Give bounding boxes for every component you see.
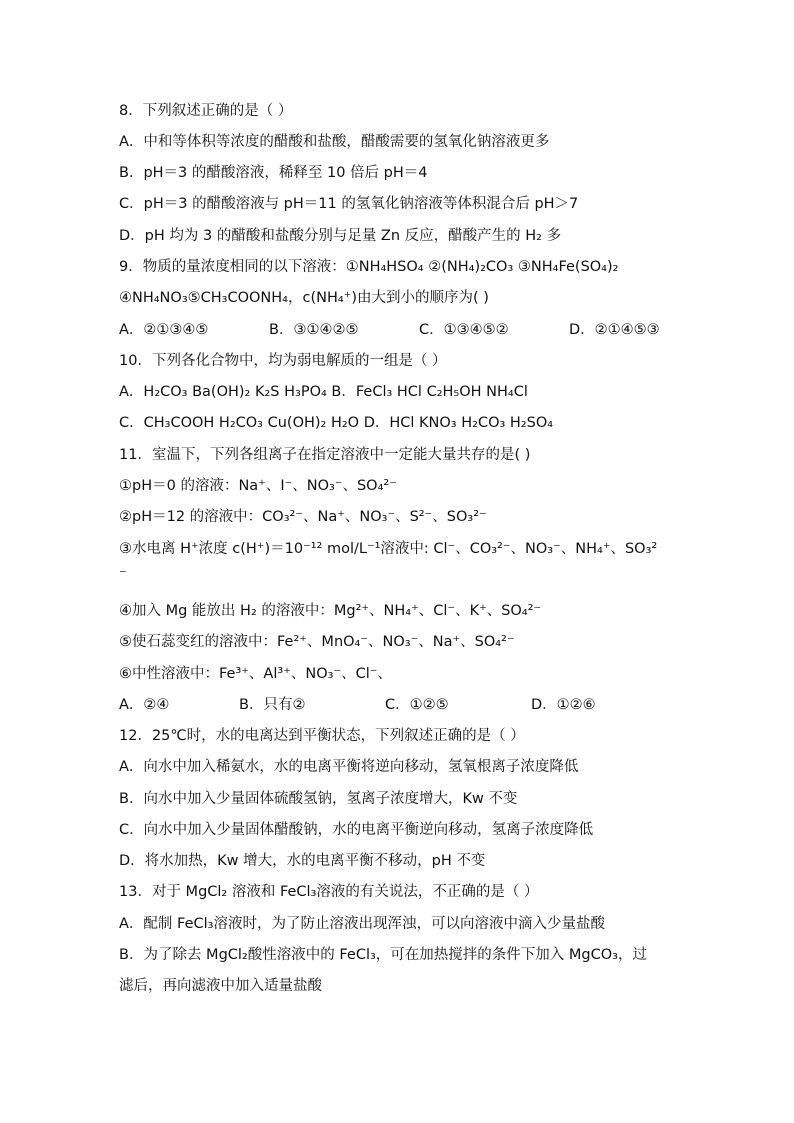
q10-options-ab: A．H₂CO₃ Ba(OH)₂ K₂S H₃PO₄ B．FeCl₃ HCl C₂H₅OH NH₄Cl: [119, 384, 528, 400]
q12-option-c: C．向水中加入少量固体醋酸钠，水的电离平衡逆向移动，氢离子浓度降低: [119, 822, 594, 838]
q9-option-a: A．②①③④⑤: [119, 322, 209, 338]
q9-stem: 9．物质的量浓度相同的以下溶液：①NH₄HSO₄ ②(NH₄)₂CO₃ ③NH₄Fe(SO₄)₂: [119, 259, 619, 275]
q11-option-d: D．①②⑥: [531, 697, 596, 713]
q12-option-d: D．将水加热，Kw 增大，水的电离平衡不移动，pH 不变: [119, 853, 486, 869]
q12-option-a: A．向水中加入稀氨水，水的电离平衡将逆向移动，氢氧根离子浓度降低: [119, 759, 579, 775]
q11-option-a: A．②④: [119, 697, 170, 713]
q11-stem: 11．室温下，下列各组离子在指定溶液中一定能大量共存的是( ): [119, 447, 531, 463]
q13-stem: 13．对于 MgCl₂ 溶液和 FeCl₃溶液的有关说法，不正确的是（ ）: [119, 884, 539, 900]
q12-stem: 12．25℃时，水的电离达到平衡状态，下列叙述正确的是（ ）: [119, 728, 525, 744]
q11-item-4: ④加入 Mg 能放出 H₂ 的溶液中：Mg²⁺、NH₄⁺、Cl⁻、K⁺、SO₄²⁻: [119, 603, 542, 619]
q11-item-2: ②pH＝12 的溶液中：CO₃²⁻、Na⁺、NO₃⁻、S²⁻、SO₃²⁻: [119, 509, 487, 525]
q11-item-5: ⑤使石蕊变红的溶液中：Fe²⁺、MnO₄⁻、NO₃⁻、Na⁺、SO₄²⁻: [119, 634, 515, 650]
q8-stem: 8．下列叙述正确的是（ ）: [119, 103, 293, 119]
q11-item-6: ⑥中性溶液中：Fe³⁺、Al³⁺、NO₃⁻、Cl⁻、: [119, 666, 392, 682]
q8-option-a: A．中和等体积等浓度的醋酸和盐酸，醋酸需要的氢氧化钠溶液更多: [119, 134, 550, 150]
q13-option-b-cont: 滤后，再向滤液中加入适量盐酸: [119, 978, 322, 994]
q9-option-b: B．③①④②⑤: [269, 322, 359, 338]
q13-option-b: B．为了除去 MgCl₂酸性溶液中的 FeCl₃，可在加热搅拌的条件下加入 MgCO₃，过: [119, 947, 647, 963]
q8-option-c: C．pH＝3 的醋酸溶液与 pH＝11 的氢氧化钠溶液等体积混合后 pH＞7: [119, 196, 579, 212]
q11-item-1: ①pH＝0 的溶液：Na⁺、I⁻、NO₃⁻、SO₄²⁻: [119, 478, 397, 494]
q12-option-b: B．向水中加入少量固体硫酸氢钠，氢离子浓度增大，Kw 不变: [119, 791, 518, 807]
q8-option-d: D．pH 均为 3 的醋酸和盐酸分别与足量 Zn 反应，醋酸产生的 H₂ 多: [119, 228, 562, 244]
q11-item-3: ③水电离 H⁺浓度 c(H⁺)＝10⁻¹² mol/L⁻¹溶液中: Cl⁻、CO₃²⁻、NO₃⁻、NH₄⁺、SO₃²: [119, 541, 658, 557]
q13-option-a: A．配制 FeCl₃溶液时，为了防止溶液出现浑浊，可以向溶液中滴入少量盐酸: [119, 916, 605, 932]
q10-options-cd: C．CH₃COOH H₂CO₃ Cu(OH)₂ H₂O D．HCl KNO₃ H₂CO₃ H₂SO₄: [119, 415, 554, 431]
q11-option-b: B．只有②: [239, 697, 306, 713]
q8-option-b: B．pH＝3 的醋酸溶液，稀释至 10 倍后 pH＝4: [119, 165, 428, 181]
q9-stem-cont: ④NH₄NO₃⑤CH₃COONH₄，c(NH₄⁺)由大到小的顺序为( ): [119, 290, 489, 306]
q9-option-c: C．①③④⑤②: [419, 322, 509, 338]
q11-option-c: C．①②⑤: [385, 697, 449, 713]
q11-item-3-wrap: ⁻: [119, 567, 127, 583]
q10-stem: 10．下列各化合物中，均为弱电解质的一组是（ ）: [119, 353, 447, 369]
q9-option-d: D．②①④⑤③: [569, 322, 660, 338]
